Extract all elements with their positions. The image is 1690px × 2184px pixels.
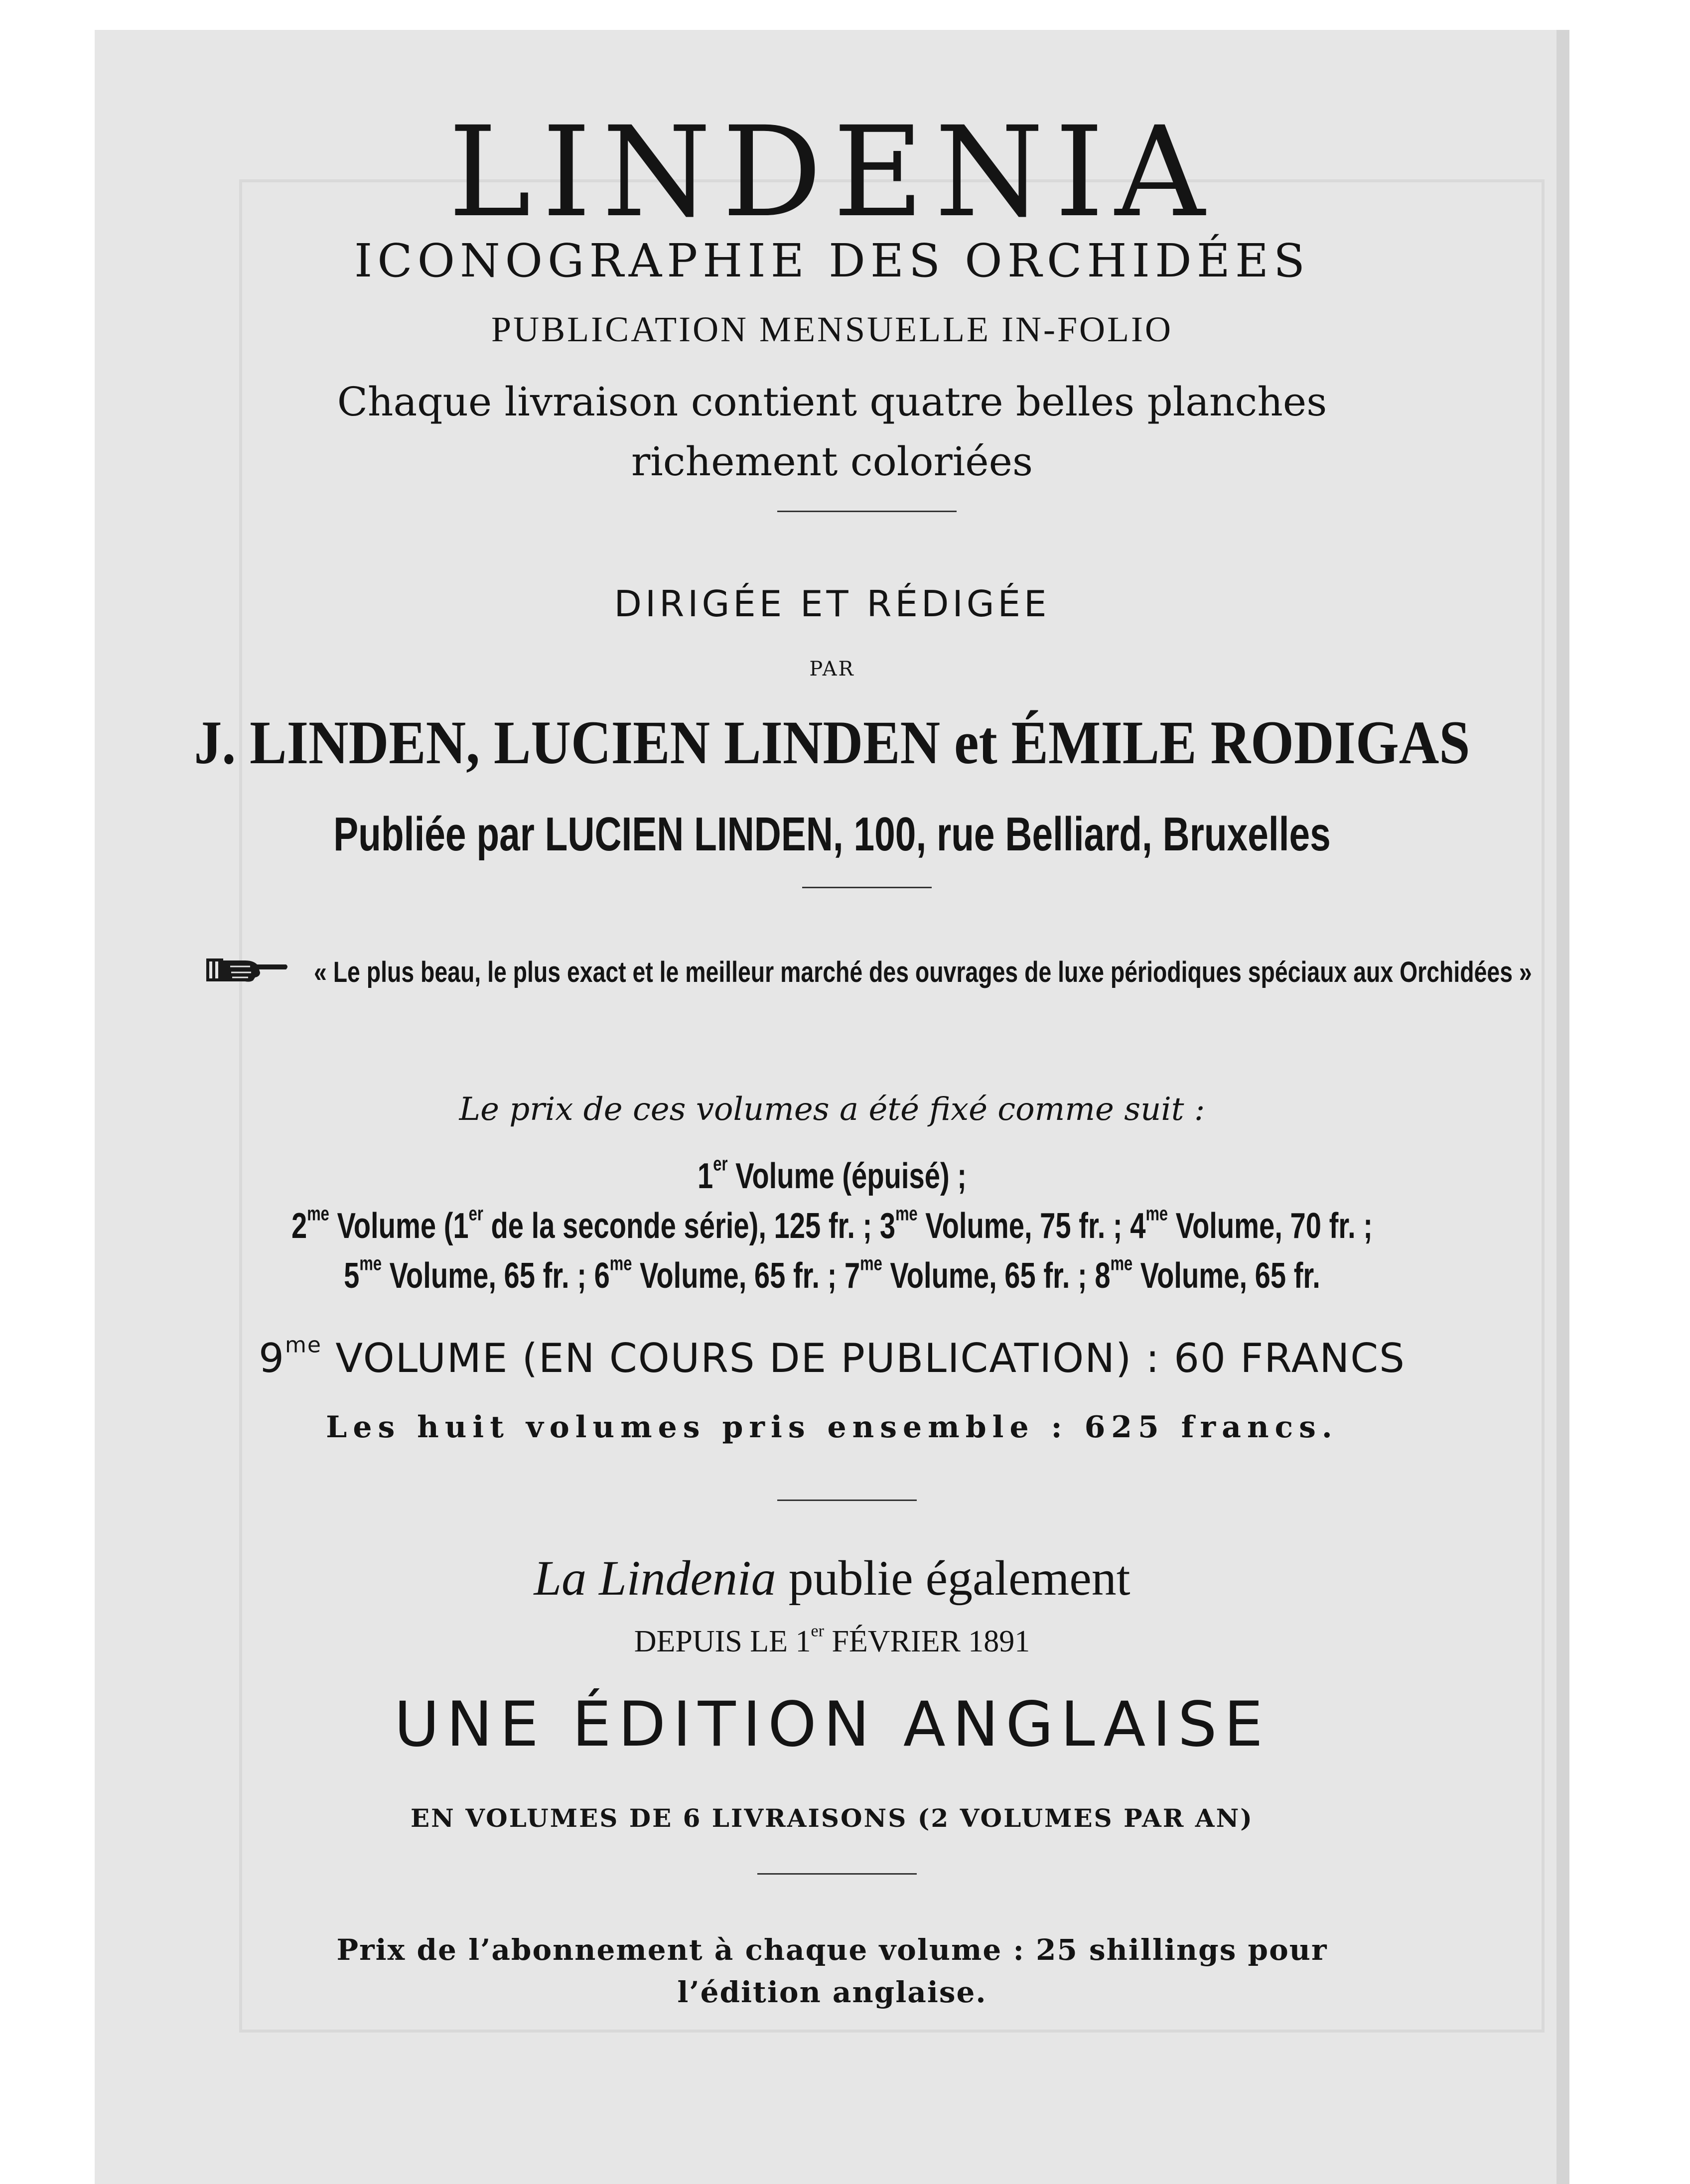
journal-title: LINDENIA xyxy=(448,100,1216,245)
pointing-hand-icon xyxy=(205,955,290,986)
subscription-line-2: l’édition anglaise. xyxy=(677,1975,987,2009)
publisher-line: Publiée par LUCIEN LINDEN, 100, rue Belliard, Bruxelles xyxy=(333,808,1331,861)
price-line-volumes-5-8: $5^{me}$ Volume, 65 fr. ; $6^{me}$ Volume, 65 fr. ; $7^{me}$ Volume, 65 fr. ; $8^{me}$ Volume, 65 fr. xyxy=(344,1252,1320,1296)
divider-2 xyxy=(802,887,932,888)
divider-4 xyxy=(757,1873,917,1875)
all-volumes-price: Les huit volumes pris ensemble : 625 francs. xyxy=(326,1410,1338,1445)
publication-frequency: PUBLICATION MENSUELLE IN-FOLIO xyxy=(491,309,1173,349)
price-line-volumes-2-4: $2^{me}$ Volume (1er de la seconde série), 125 fr. ; $3^{me}$ Volume, 75 fr. ; $4^{me}$ Volume, 70 fr. ; xyxy=(291,1203,1373,1246)
edition-volumes: EN VOLUMES DE 6 LIVRAISONS (2 VOLUMES PAR AN) xyxy=(411,1803,1254,1833)
contents-line-1: Chaque livraison contient quatre belles planches xyxy=(337,379,1327,425)
editors-names: J. LINDEN, LUCIEN LINDEN et ÉMILE RODIGAS xyxy=(194,708,1470,777)
announcement xyxy=(95,30,1569,2184)
document-page xyxy=(95,30,1569,2184)
price-line-volume-1: 1er Volume (épuisé) ; xyxy=(698,1153,967,1196)
divider-1 xyxy=(777,511,957,512)
subscription-line-1: Prix de l’abonnement à chaque volume : 25 shillings pour xyxy=(336,1933,1328,1967)
slogan-row xyxy=(95,952,1569,996)
price-line-volume-9: $9^{me}$ VOLUME (EN COURS DE PUBLICATION) : 60 FRANCS xyxy=(259,1332,1406,1381)
edition-start-date: DEPUIS LE 1er FÉVRIER 1891 xyxy=(634,1622,1030,1658)
prices-intro: Le prix de ces volumes a été fixé comme suit : xyxy=(459,1091,1205,1128)
directed-heading: DIRIGÉE ET RÉDIGÉE xyxy=(614,583,1050,625)
slogan-text: « Le plus beau, le plus exact et le meilleur marché des ouvrages de luxe périodiques spéciaux aux Orchidées » xyxy=(314,956,1532,988)
journal-subtitle: ICONOGRAPHIE DES ORCHIDÉES xyxy=(354,234,1310,287)
english-edition-heading: UNE ÉDITION ANGLAISE xyxy=(394,1689,1270,1761)
english-edition-intro: La Lindenia publie également xyxy=(534,1550,1130,1606)
contents-line-2: richement coloriées xyxy=(631,438,1033,485)
par-label: PAR xyxy=(809,658,855,681)
divider-3 xyxy=(777,1500,917,1501)
